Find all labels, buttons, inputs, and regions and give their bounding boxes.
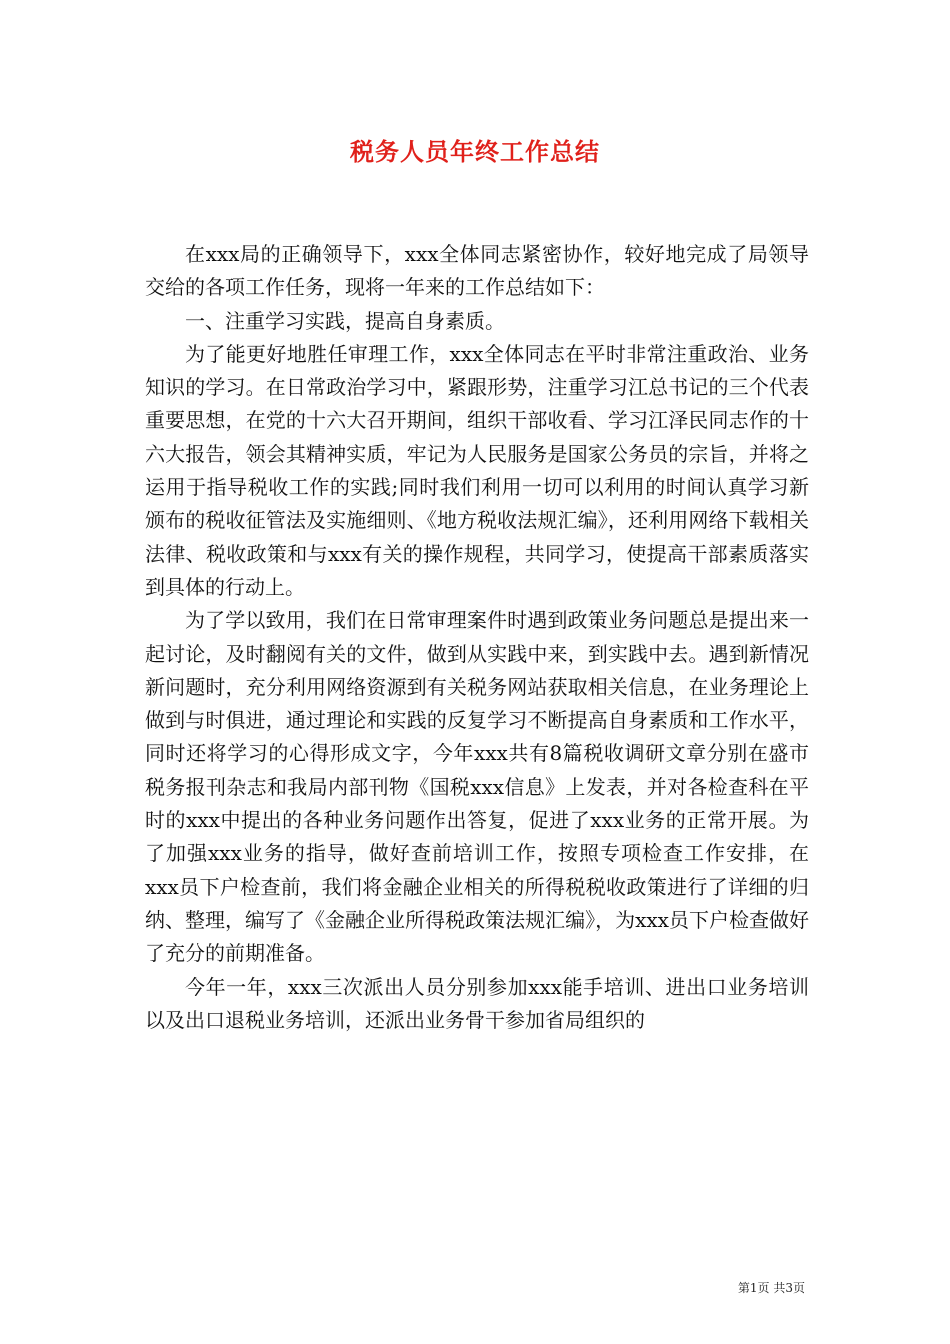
paragraph-study: 为了能更好地胜任审理工作，xxx全体同志在平时非常注重政治、业务知识的学习。在日常政治学习中，紧跟形势，注重学习江总书记的三个代表重要思想，在党的十六大召开期间，组织干部收看、学习江泽民同志作的十六大报告，领会其精神实质，牢记为人民服务是国家公务员的宗旨，并将之运用于指导税收工作的实践;同时我们利用一切可以利用的时间认真学习新颁布的税收征管法及实施细则、《地方税收法规汇编》，还利用网络下载相关法律、税收政策和与xxx有关的操作规程，共同学习，使提高干部素质落实到具体的行动上。	[145, 341, 809, 599]
paragraph-section-heading: 一、注重学习实践，提高自身素质。	[185, 308, 505, 333]
page-number: 第1页 共3页	[737, 1281, 805, 1295]
paragraph-intro: 在xxx局的正确领导下，xxx全体同志紧密协作，较好地完成了局领导交给的各项工作任务，现将一年来的工作总结如下：	[145, 242, 809, 300]
paragraph-training: 今年一年，xxx三次派出人员分别参加xxx能手培训、进出口业务培训以及出口退税业务培训，还派出业务骨干参加省局组织的	[145, 974, 809, 1032]
paragraph-practice: 为了学以致用，我们在日常审理案件时遇到政策业务问题总是提出来一起讨论，及时翻阅有关的文件，做到从实践中来，到实践中去。遇到新情况新问题时，充分利用网络资源到有关税务网站获取相关信息，在业务理论上做到与时俱进，通过理论和实践的反复学习不断提高自身素质和工作水平，同时还将学习的心得形成文字，今年xxx共有8篇税收调研文章分别在盛市税务报刊杂志和我局内部刊物《国税xxx信息》上发表，并对各检查科在平时的xxx中提出的各种业务问题作出答复，促进了xxx业务的正常开展。为了加强xxx业务的指导，做好查前培训工作，按照专项检查工作安排，在xxx员下户检查前，我们将金融企业相关的所得税税收政策进行了详细的归纳、整理，编写了《金融企业所得税政策法规汇编》，为xxx员下户检查做好了充分的前期准备。	[145, 608, 809, 966]
document-body	[145, 238, 809, 1037]
document-title: 税务人员年终工作总结	[350, 137, 600, 166]
